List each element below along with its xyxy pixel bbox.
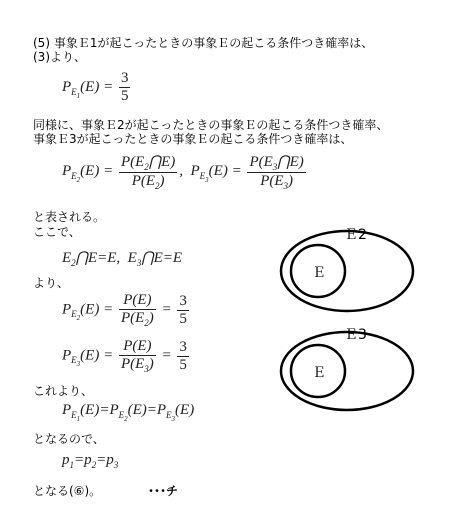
formula-equal-probabilities: $P_{E_1}(E)=P_{E_2}(E)=P_{E_3}(E)$ bbox=[62, 402, 195, 423]
answer-mark: ･･･チ bbox=[148, 484, 179, 498]
formula-pe1: $P_{E_1}(E)$ = $\frac{3}{5}$ bbox=[62, 70, 129, 104]
line-5: と表される。 bbox=[33, 210, 106, 224]
line-9: となるので、 bbox=[33, 432, 105, 446]
label-e2: Ｅ2 bbox=[344, 227, 367, 243]
formula-p-equal: $p_1=p_2=p_3$ bbox=[62, 452, 119, 470]
line-2: (3)より、 bbox=[33, 50, 86, 64]
formula-pe3-value: $P_{E_3}(E)$ = $\frac{P(E)}{P(E_3)}$ = $\frac{3}{5}$ bbox=[62, 338, 187, 374]
formula-pe2-value: $P_{E_2}(E)$ = $\frac{P(E)}{P(E_2)}$ = $\frac{3}{5}$ bbox=[62, 292, 187, 328]
line-4: 事象Ｅ3が起こったときの事象Ｅの起こる条件つき確率は、 bbox=[33, 132, 353, 146]
line-3: 同様に、事象Ｅ2が起こったときの事象Ｅの起こる条件つき確率、 bbox=[33, 118, 389, 132]
line-1: (5) 事象Ｅ1が起こったときの事象Ｅの起こる条件つき確率は、 bbox=[33, 36, 374, 50]
line-7: より、 bbox=[33, 276, 70, 290]
label-e-bottom: Ｅ bbox=[312, 365, 326, 381]
line-8: これより、 bbox=[33, 384, 94, 398]
formula-pe2-pe3: $P_{E_2}(E)$ = $\frac{P(E_2⋂E)}{P(E_2)}$ , $P_{E_3}(E)$ = $\frac{P(E_3⋂E)}{P(E_3)}$ bbox=[62, 154, 304, 191]
formula-intersections: $E_2⋂E=E$, $E_3⋂E=E$ bbox=[62, 250, 183, 268]
line-6: ここで、 bbox=[33, 225, 81, 239]
label-e-top: Ｅ bbox=[312, 265, 326, 281]
label-e3: Ｅ3 bbox=[344, 327, 367, 343]
line-10: となる(⑥)。 bbox=[33, 484, 102, 498]
